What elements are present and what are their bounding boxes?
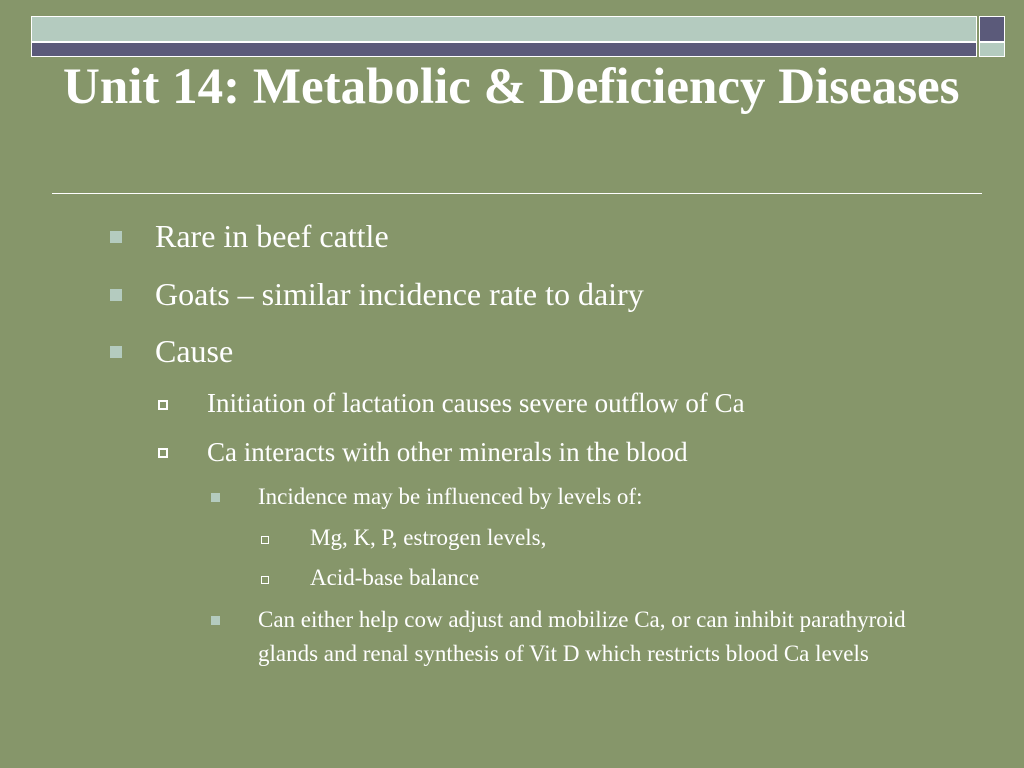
hollow-square-bullet-icon: [261, 576, 269, 584]
square-bullet-icon: [211, 493, 220, 502]
slide-title: Unit 14: Metabolic & Deficiency Diseases: [63, 59, 960, 115]
bullet-cow-adjust: Can either help cow adjust and mobilize Ca, or can inhibit parathyroid glands and renal synthesis of Vit D which restricts blood Ca levels: [258, 607, 906, 666]
bullet-incidence-levels: Incidence may be influenced by levels of:: [258, 484, 643, 509]
bullet-initiation-lactation: Initiation of lactation causes severe outflow of Ca: [207, 388, 745, 418]
hollow-square-bullet-icon: [158, 400, 168, 410]
bullet-mg-k-p: Mg, K, P, estrogen levels,: [310, 525, 547, 550]
bullet-goats: Goats – similar incidence rate to dairy: [155, 276, 644, 312]
hollow-square-bullet-icon: [261, 536, 269, 544]
square-bullet-icon: [110, 346, 122, 358]
square-bullet-icon: [211, 616, 220, 625]
square-bullet-icon: [110, 289, 122, 301]
square-bullet-icon: [110, 231, 122, 243]
bullet-rare-beef: Rare in beef cattle: [155, 218, 389, 254]
hollow-square-bullet-icon: [158, 448, 168, 458]
bullet-ca-interacts: Ca interacts with other minerals in the blood: [207, 437, 688, 467]
bullet-acid-base: Acid-base balance: [310, 565, 480, 590]
bullet-cause: Cause: [155, 333, 234, 369]
